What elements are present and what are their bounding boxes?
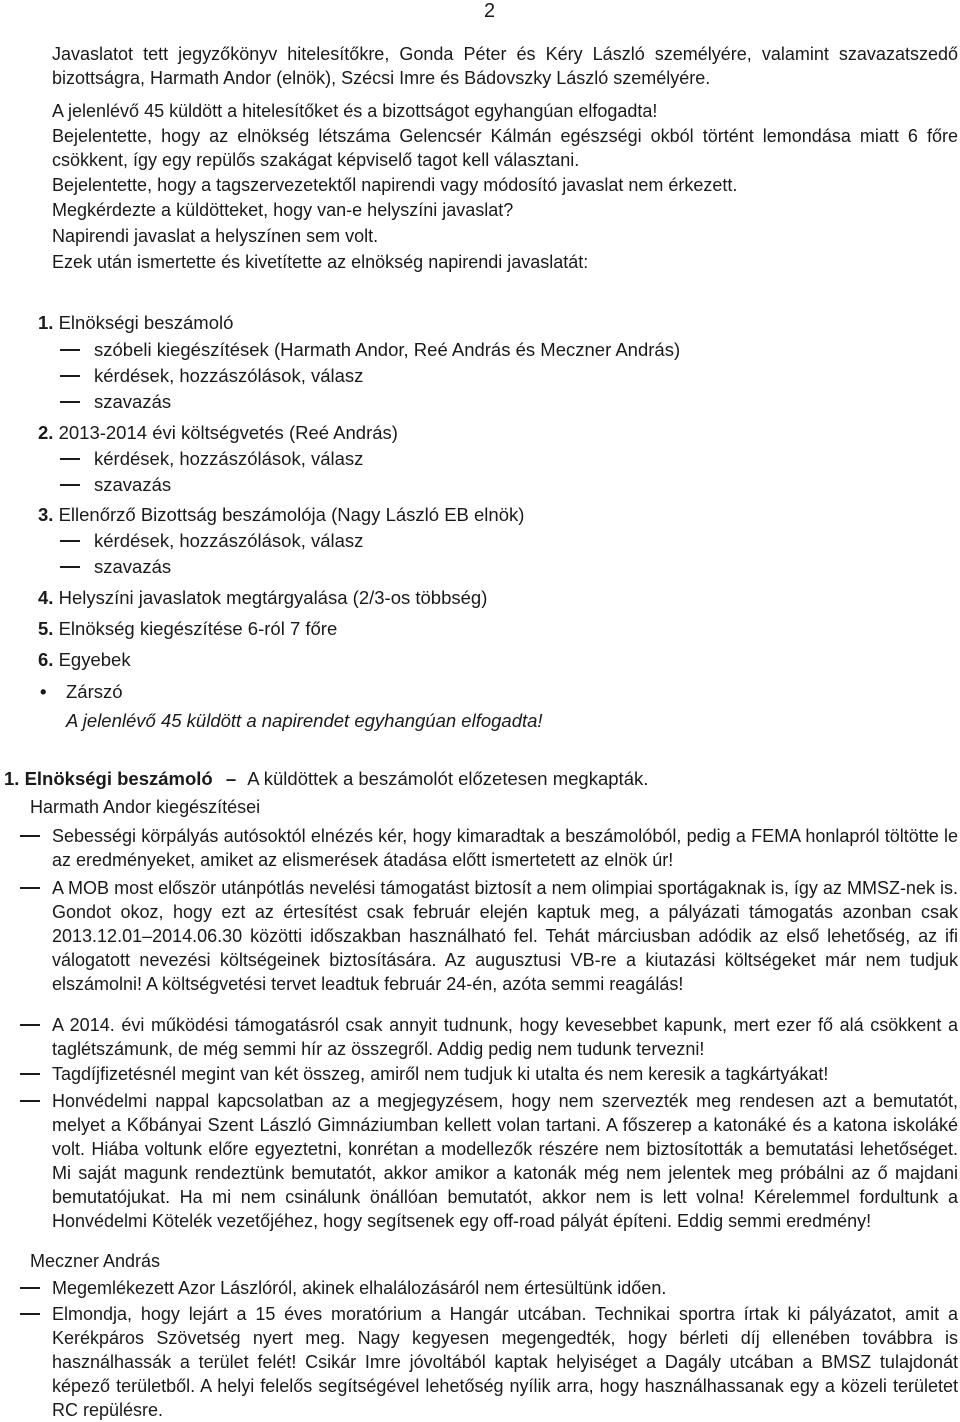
intro-paragraph-2: A jelenlévő 45 küldött a hitelesítőket és a bizottságot egyhangúan elfogadta! xyxy=(52,101,658,121)
agenda-label: Zárszó xyxy=(66,681,123,702)
agenda-item-6 xyxy=(38,647,131,673)
dash-icon xyxy=(60,458,80,460)
agenda-label: Helyszíni javaslatok megtárgyalása (2/3-os többség) xyxy=(58,587,488,608)
agenda-label: 2013-2014 évi költségvetés (Reé András) xyxy=(58,422,398,443)
agenda-closing xyxy=(40,679,123,705)
report-item: Elmondja, hogy lejárt a 15 éves moratórium a Hangár utcában. Technikai sportra írtak ki pályázatot, amit a Kerékpáros Szövetség nyert meg. Nagy kegyesen megengedték, hogy bérleti díj ellenében továbbra is használhassák a terület felét! Csikár Imre jóvoltából kaptak helyiséget a Dagály utcában a BMSZ tulajdonát képező területből. A helyi felelős segítségével lehetőség nyílik arra, hogy használhassanak egy a közeli területet RC repülésre. xyxy=(20,1302,958,1422)
dash-icon xyxy=(20,1024,40,1026)
section-title: Elnökségi beszámoló xyxy=(24,768,213,789)
intro-paragraph-7: Ezek után ismertette és kivetítette az elnökség napirendi javaslatát: xyxy=(52,252,589,272)
agenda-subitem: kérdések, hozzászólások, válasz xyxy=(60,446,363,472)
agenda-subitem: szóbeli kiegészítések (Harmath Andor, Reé András és Meczner András) xyxy=(60,337,680,363)
agenda-number: 6. xyxy=(38,649,54,670)
agenda-label: Ellenőrző Bizottság beszámolója (Nagy László EB elnök) xyxy=(58,504,525,525)
agenda-item-2 xyxy=(38,420,398,446)
dash-icon xyxy=(20,887,40,889)
agenda-label: Elnökségi beszámoló xyxy=(58,312,234,333)
section-note: A küldöttek a beszámolót előzetesen megkapták. xyxy=(247,768,649,789)
dash-icon xyxy=(20,835,40,837)
dash-icon xyxy=(20,1287,40,1289)
dash-icon xyxy=(60,401,80,403)
intro-paragraph-4: Bejelentette, hogy a tagszervezetektől napirendi vagy módosító javaslat nem érkezett. xyxy=(52,175,738,195)
agenda-item-4 xyxy=(38,585,487,611)
report-item: Tagdíjfizetésnél megint van két összeg, amiről nem tudjuk ki utalta és nem keresik a tagkártyákat! xyxy=(20,1062,958,1086)
dash-icon xyxy=(60,566,80,568)
agenda-number: 5. xyxy=(38,618,54,639)
dash-icon xyxy=(60,484,80,486)
agenda-subitem: kérdések, hozzászólások, válasz xyxy=(60,363,363,389)
section-heading xyxy=(4,766,648,792)
report-item: A MOB most először utánpótlás nevelési támogatást biztosít a nem olimpiai sportágaknak is, így az MMSZ-nek is. Gondot okoz, hogy ezt az értesítést csak február elején kaptuk meg, a pályázati támogatás azonban csak 2013.12.01–2014.06.30 közötti időszakban használható fel. Tehát márciusban adódik az első lehetőség, az ifi válogatott nevezési költségeinek biztosítására. Az augusztusi VB-re a kiutazási költségeket már nem tudjuk elszámolni! A költségvetési tervet leadtuk február 24-én, azóta semmi reagálás! xyxy=(20,876,958,996)
agenda-accepted-note: A jelenlévő 45 küldött a napirendet egyhangúan elfogadta! xyxy=(66,710,543,731)
report-item: Sebességi körpályás autósoktól elnézés kér, hogy kimaradtak a beszámolóból, pedig a FEMA honlapról töltötte le az eredményeket, amiket az elismerések átadása előtt ismertetett az elnök úr! xyxy=(20,824,958,872)
intro-paragraph-1: Javaslatot tett jegyzőkönyv hitelesítőkre, Gonda Péter és Kéry László személyére, valamint szavazatszedő bizottságra, Harmath Andor (elnök), Szécsi Imre és Bádovszky László személyére. xyxy=(52,44,958,88)
agenda-item-5 xyxy=(38,616,337,642)
agenda-number: 3. xyxy=(38,504,54,525)
bullet-icon: • xyxy=(40,681,47,702)
agenda-subitem: szavazás xyxy=(60,472,171,498)
agenda-number: 2. xyxy=(38,422,54,443)
agenda-subitem: szavazás xyxy=(60,554,171,580)
agenda-subitem: szavazás xyxy=(60,389,171,415)
agenda-item-1 xyxy=(38,310,233,336)
agenda-subitem: kérdések, hozzászólások, válasz xyxy=(60,528,363,554)
section-dash: – xyxy=(225,768,237,789)
speaker-heading: Meczner András xyxy=(30,1251,161,1271)
dash-icon xyxy=(60,375,80,377)
dash-icon xyxy=(20,1313,40,1315)
agenda-number: 4. xyxy=(38,587,54,608)
agenda-label: Elnökség kiegészítése 6-ról 7 főre xyxy=(58,618,338,639)
intro-paragraph-5: Megkérdezte a küldötteket, hogy van-e helyszíni javaslat? xyxy=(52,200,514,220)
dash-icon xyxy=(20,1073,40,1075)
intro-paragraph-6: Napirendi javaslat a helyszínen sem volt. xyxy=(52,226,379,246)
speaker-heading: Harmath Andor kiegészítései xyxy=(30,797,261,817)
report-item: A 2014. évi működési támogatásról csak annyit tudnunk, hogy kevesebbet kapunk, mert ezer fő alá csökkent a taglétszámunk, de még semmi hír az összegről. Addig pedig nem tudunk tervezni! xyxy=(20,1013,958,1061)
agenda-label: Egyebek xyxy=(58,649,131,670)
agenda-item-3 xyxy=(38,502,524,528)
page-number: 2 xyxy=(484,0,496,22)
dash-icon xyxy=(60,540,80,542)
agenda-number: 1. xyxy=(38,312,54,333)
section-number: 1. xyxy=(4,768,20,789)
dash-icon xyxy=(60,349,80,351)
intro-paragraph-3: Bejelentette, hogy az elnökség létszáma Gelencsér Kálmán egészségi okból történt lemondása miatt 6 főre csökkent, így egy repülős szakágat képviselő tagot kell választani. xyxy=(52,126,958,170)
report-item: Megemlékezett Azor Lászlóról, akinek elhalálozásáról nem értesültünk idően. xyxy=(20,1276,958,1300)
dash-icon xyxy=(20,1100,40,1102)
report-item: Honvédelmi nappal kapcsolatban az a megjegyzésem, hogy nem szervezték meg rendesen azt a bemutatót, melyet a Kőbányai Szent László Gimnáziumban kellett volan tartani. A főszerep a katonáké és a katona iskoláké volt. Hiába voltunk előre egyeztetni, konrétan a modellezők részére nem biztosították a bemutatási lehetőséget. Mi saját magunk rendeztünk bemutatót, akkor amikor a katonák még nem jelentek meg próbálni az ő majdani bemutatójukat. Ha mi nem csinálunk önállóan bemutatót, akkor nem is lett volna! Kérelemmel fordultunk a Honvédelmi Kötelék vezetőjéhez, hogy segítsenek egy off-road pályát építeni. Eddig semmi eredmény! xyxy=(20,1089,958,1233)
